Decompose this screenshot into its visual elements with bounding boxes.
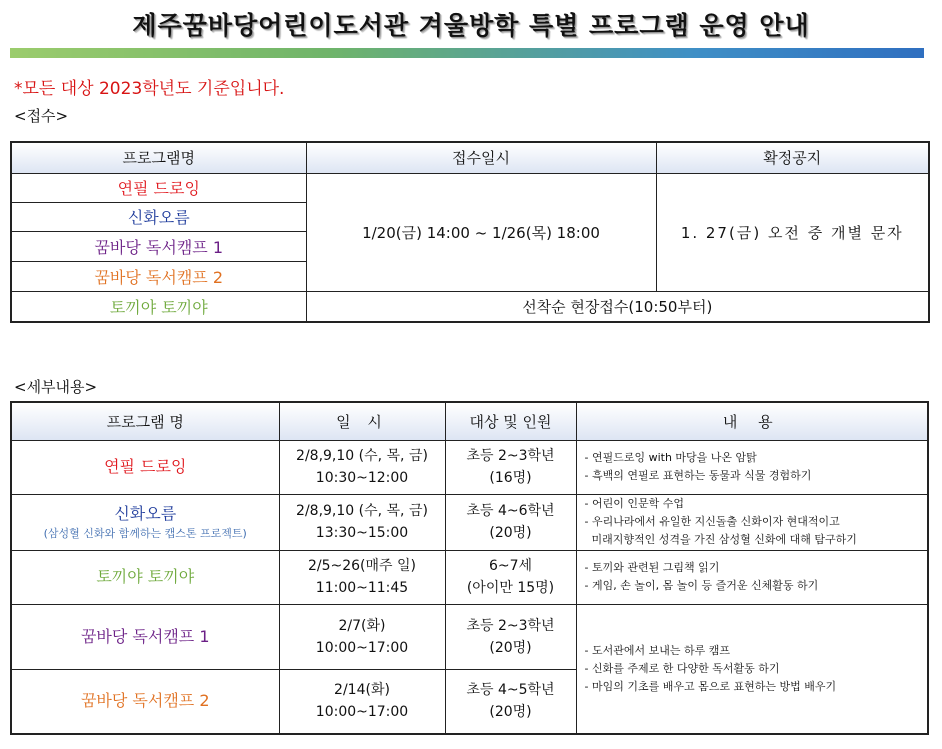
program-name: 연필 드로잉 — [11, 440, 279, 494]
program-name: 신화오름 — [114, 503, 177, 523]
col-header-notice: 확정공지 — [656, 142, 929, 173]
title-divider — [10, 48, 924, 58]
target-cell: 초등 2~3학년 (16명) — [445, 440, 576, 494]
program-name: 연필 드로잉 — [11, 173, 306, 202]
schedule-cell: 2/7(화) 10:00~17:00 — [279, 604, 445, 669]
col-header-date: 접수일시 — [306, 142, 656, 173]
col-header-program: 프로그램명 — [11, 142, 306, 173]
target-cell: 6~7세 (아이만 15명) — [445, 550, 576, 604]
target-cell: 초등 4~5학년 (20명) — [445, 669, 576, 734]
target-cell: 초등 2~3학년 (20명) — [445, 604, 576, 669]
program-name: 꿈바당 독서캠프 1 — [11, 604, 279, 669]
program-name: 꿈바당 독서캠프 2 — [11, 669, 279, 734]
camp-content-cell: - 도서관에서 보내는 하루 캠프 - 신화를 주제로 한 다양한 독서활동 하기 - 마임의 기초를 배우고 몸으로 표현하는 방법 배우기 — [576, 604, 928, 734]
schedule-cell: 2/8,9,10 (수, 목, 금) 13:30~15:00 — [279, 494, 445, 550]
program-name: 토끼야 토끼야 — [11, 550, 279, 604]
schedule-cell: 2/5~26(매주 일) 11:00~11:45 — [279, 550, 445, 604]
notice-date: 1. 27(금) 오전 중 개별 문자 — [656, 173, 929, 291]
program-name: 신화오름 — [11, 202, 306, 231]
col-header-program: 프로그램 명 — [11, 402, 279, 440]
onsite-reception: 선착순 현장접수(10:50부터) — [306, 291, 929, 322]
reception-table — [10, 141, 930, 323]
content-cell: - 토끼와 관련된 그림책 읽기 - 게임, 손 놀이, 몸 놀이 등 즐거운 신체활동 하기 — [576, 550, 928, 604]
col-header-schedule: 일 시 — [279, 402, 445, 440]
target-cell: 초등 4~6학년 (20명) — [445, 494, 576, 550]
schedule-cell: 2/8,9,10 (수, 목, 금) 10:30~12:00 — [279, 440, 445, 494]
schedule-cell: 2/14(화) 10:00~17:00 — [279, 669, 445, 734]
program-subtitle: (삼성혈 신화와 함께하는 캡스톤 프로젝트) — [43, 526, 247, 540]
content-cell: - 연필드로잉 with 마당을 나온 암탉 - 흑백의 연필로 표현하는 동물과 식물 경험하기 — [576, 440, 928, 494]
reception-heading: <접수> — [14, 107, 69, 125]
notice-text: *모든 대상 2023학년도 기준입니다. — [14, 79, 285, 99]
col-header-content: 내 용 — [576, 402, 928, 440]
program-name-cell — [11, 494, 279, 550]
program-name: 꿈바당 독서캠프 2 — [11, 261, 306, 291]
col-header-target: 대상 및 인원 — [445, 402, 576, 440]
content-cell: - 어린이 인문학 수업 - 우리나라에서 유일한 지신돌출 신화이자 현대적이고 미래지향적인 성격을 가진 삼성혈 신화에 대해 탐구하기 — [576, 494, 928, 550]
details-heading: <세부내용> — [14, 378, 98, 396]
program-name: 토끼야 토끼야 — [11, 291, 306, 322]
page-title: 제주꿈바당어린이도서관 겨울방학 특별 프로그램 운영 안내 — [132, 11, 810, 40]
program-name: 꿈바당 독서캠프 1 — [11, 231, 306, 261]
details-table — [10, 401, 929, 735]
reception-date: 1/20(금) 14:00 ~ 1/26(목) 18:00 — [306, 173, 656, 291]
